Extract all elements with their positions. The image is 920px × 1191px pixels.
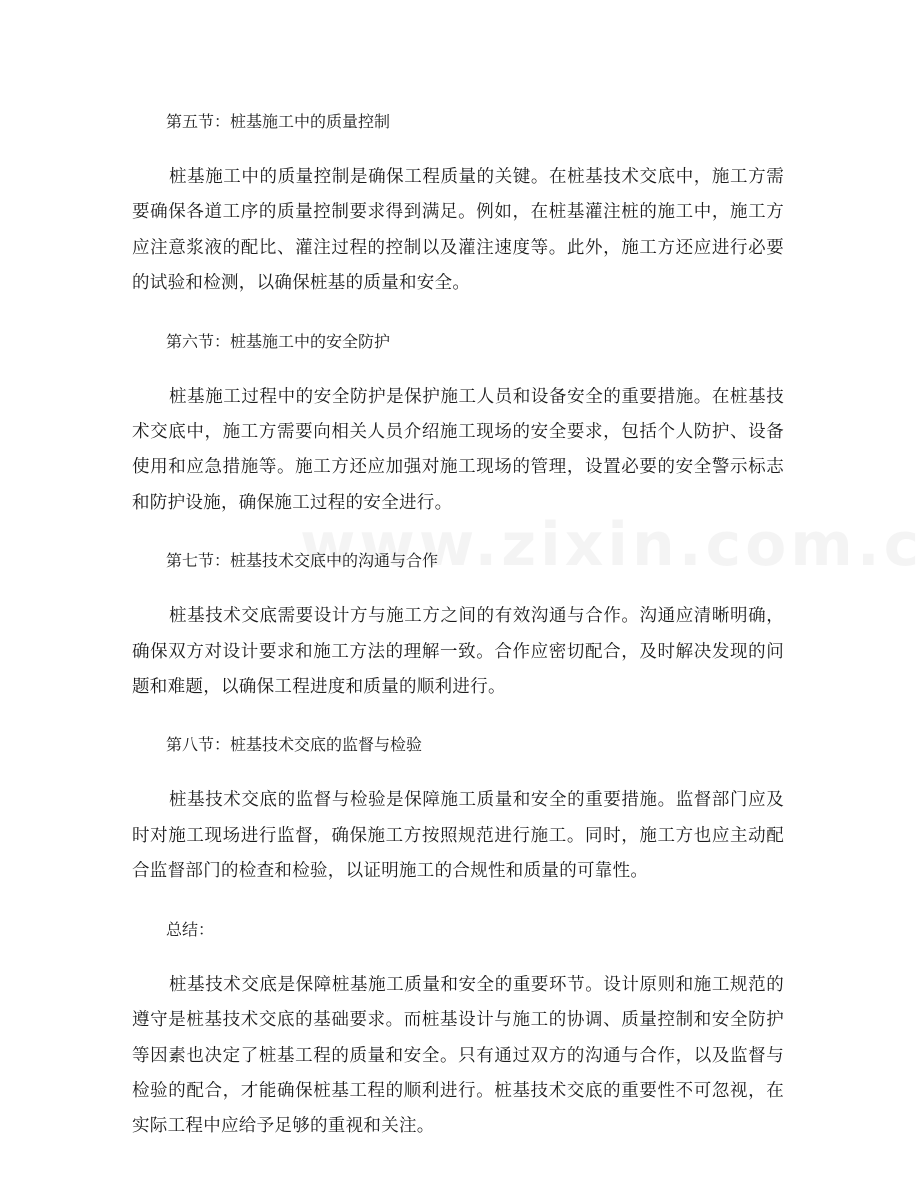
section-heading-8: 第八节：桩基技术交底的监督与检验	[166, 735, 423, 755]
section-heading-7: 第七节：桩基技术交底中的沟通与合作	[166, 551, 439, 571]
summary-body: 桩基技术交底是保障桩基施工质量和安全的重要环节。设计原则和施工规范的遵守是桩基技术交底的基础要求。而桩基设计与施工的协调、质量控制和安全防护等因素也决定了桩基工程的质量和安全。只有通过双方的沟通与合作，以及监督与检验的配合，才能确保桩基工程的顺利进行。桩基技术交底的重要性不可忽视，在实际工程中应给予足够的重视和关注。	[132, 974, 784, 1137]
section-body-8: 桩基技术交底的监督与检验是保障施工质量和安全的重要措施。监督部门应及时对施工现场进行监督，确保施工方按照规范进行施工。同时，施工方也应主动配合监督部门的检查和检验，以证明施工的合规性和质量的可靠性。	[132, 790, 784, 882]
section-body-6: 桩基施工过程中的安全防护是保护施工人员和设备安全的重要措施。在桩基技术交底中，施工方需要向相关人员介绍施工现场的安全要求，包括个人防护、设备使用和应急措施等。施工方还应加强对施工现场的管理，设置必要的安全警示标志和防护设施，确保施工过程的安全进行。	[132, 386, 784, 513]
section-body-7: 桩基技术交底需要设计方与施工方之间的有效沟通与合作。沟通应清晰明确，确保双方对设计要求和施工方法的理解一致。合作应密切配合，及时解决发现的问题和难题，以确保工程进度和质量的顺利进行。	[132, 606, 784, 698]
section-heading-5: 第五节：桩基施工中的质量控制	[166, 112, 391, 131]
document-content	[132, 104, 784, 1167]
section-heading-6: 第六节：桩基施工中的安全防护	[166, 331, 391, 351]
summary-heading: 总结：	[166, 919, 215, 939]
section-body-5: 桩基施工中的质量控制是确保工程质量的关键。在桩基技术交底中，施工方需要确保各道工序的质量控制要求得到满足。例如，在桩基灌注桩的施工中，施工方应注意浆液的配比、灌注过程的控制以及灌注速度等。此外，施工方还应进行必要的试验和检测，以确保桩基的质量和安全。	[132, 167, 784, 294]
